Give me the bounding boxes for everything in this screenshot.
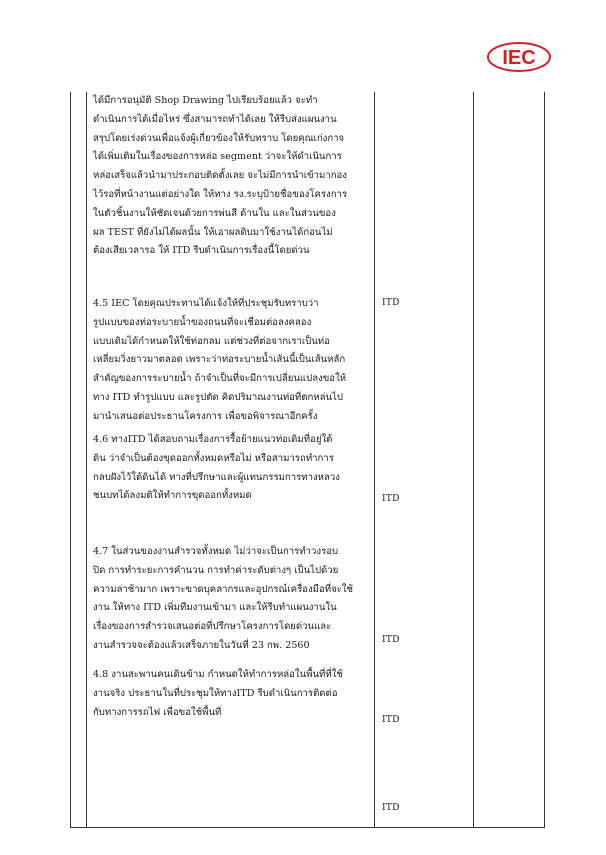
agenda-item-4-8	[93, 666, 383, 722]
responsible-extra: ITD	[382, 803, 400, 813]
text-line: มานำเสนอต่อประธานโครงการ เพื่อขอพิจารณาอีกครั้ง	[93, 410, 318, 422]
text-line: เหลี่ยมวิ่งยาวมาตลอด เพราะว่าท่อระบายน้ำเส้นนี้เป็นเส้นหลัก	[93, 354, 346, 366]
minutes-table	[70, 92, 545, 828]
text-line: กลบฝังไว้ใต้ดินได้ ทางที่ปรึกษาและผู้แทนกรรมการทางหลวง	[93, 471, 340, 483]
text-line: แบบเดิมได้กำหนดให้ใช้ท่อกลม แต่ช่วงที่ต่อจากเราเป็นท่อ	[93, 335, 330, 347]
text-line: งานจริง ประธานในที่ประชุมให้ทางITD รีบดำเนินการติดต่อ	[93, 687, 338, 699]
text-line: 4.6 ทางITD ได้สอบถามเรื่องการรื้อย้ายแนวท่อเดิมที่อยู่ใต้	[93, 434, 333, 445]
table-border-left	[70, 92, 71, 828]
text-line: งาน ให้ทาง ITD เพิ่มทีมงานเข้ามา และให้รีบทำแผนงานใน	[93, 602, 337, 614]
text-line: ความล่าช้ามาก เพราะขาดบุคลากรและอุปกรณ์เครื่องมือที่จะใช้	[93, 583, 354, 595]
text-line: ในตัวชิ้นงานให้ชัดเจนด้วยการพ่นสี ด้านใน และในส่วนของ	[93, 207, 336, 219]
agenda-item-4-5	[93, 295, 383, 427]
text-line: ได้เพิ่มเติมในเรื่องของการหล่อ segment ว่าจะให้ดำเนินการ	[93, 151, 342, 163]
table-divider-responsible	[473, 92, 474, 828]
text-line: 4.8 งานสะพานคนเดินข้าม กำหนดให้ทำการหล่อในพื้นที่ที่ใช้	[93, 669, 343, 680]
agenda-paragraph-continued	[93, 92, 383, 261]
text-line: งานสำรวจจะต้องแล้วเสร็จภายในวันที่ 23 กพ. 2560	[93, 639, 310, 651]
text-line: สรุปโดยเร่งด่วนเพื่อแจ้งผู้เกี่ยวข้องให้รับทราบ โดยคุณเก่งกาจ	[93, 132, 345, 144]
responsible-4-8: ITD	[382, 715, 400, 725]
text-line: หล่อเสร็จแล้วนำมาประกอบติดตั้งเลย จะไม่มีการนำเข้ามากอง	[93, 170, 347, 182]
text-line: ผล TEST ที่ยังไม่ได้ผลนั้น ให้เอาผลดิบมาใช้งานได้ก่อนไม่	[93, 226, 333, 238]
text-line: ดำเนินการได้เมื่อไหร่ ซึ่งสามารถทำได้เลย ให้รีบส่งแผนงาน	[93, 113, 337, 125]
text-line: ต้องเสียเวลารอ ให้ ITD รีบดำเนินการเรื่องนี้โดยด่วน	[93, 245, 310, 257]
table-border-right	[544, 92, 545, 828]
text-line: 4.5 IEC โดยคุณประทานได้แจ้งให้ที่ประชุมรับทราบว่า	[93, 298, 319, 309]
iec-logo	[486, 40, 552, 74]
text-line: รูปแบบของท่อระบายน้ำของถนนที่จะเชื่อมต่อลงคลอง	[93, 316, 312, 328]
text-line: ปิด การทำระยะการคำนวน การทำค่าระดับต่างๆ เป็นไปด้วย	[93, 564, 339, 576]
text-line: ทาง ITD ทำรูปแบบ และรูปตัด คิดปริมาณงานท่อที่ตกหล่นไป	[93, 391, 343, 403]
text-line: ได้มีการอนุมัติ Shop Drawing ไปเรียบร้อยแล้ว จะทำ	[93, 95, 318, 106]
text-line: 4.7 ในส่วนของงานสำรวจทั้งหมด ไม่ว่าจะเป็นการทำวงรอบ	[93, 546, 339, 557]
text-line: กับทางการรถไฟ เพื่อขอใช้พื้นที่	[93, 706, 222, 718]
responsible-4-6: ITD	[382, 494, 400, 504]
text-line: เรื่องของการสำรวจเสนอต่อที่ปรึกษาโครงการโดยด่วนและ	[93, 621, 332, 633]
text-line: ไว้รอที่หน้างานแต่อย่างใด ให้ทาง รง.ระบุป้ายชื่อของโครงการ	[93, 188, 348, 200]
responsible-4-7: ITD	[382, 635, 400, 645]
text-line: ชนบทได้ลงมติให้ทำการขุดออกทั้งหมด	[93, 490, 252, 502]
agenda-item-4-6	[93, 431, 383, 506]
table-divider-number	[86, 92, 87, 828]
text-line: สำคัญของการระบายน้ำ ถ้าจำเป็นที่จะมีการเปลี่ยนแปลงขอให้	[93, 373, 347, 385]
responsible-4-5: ITD	[382, 298, 400, 308]
text-line: ดิน ว่าจำเป็นต้องขุดออกทั้งหมดหรือไม่ หรือสามารถทำการ	[93, 452, 334, 464]
logo-text: IEC	[502, 47, 536, 69]
agenda-item-4-7	[93, 543, 383, 656]
table-border-bottom	[70, 827, 545, 828]
